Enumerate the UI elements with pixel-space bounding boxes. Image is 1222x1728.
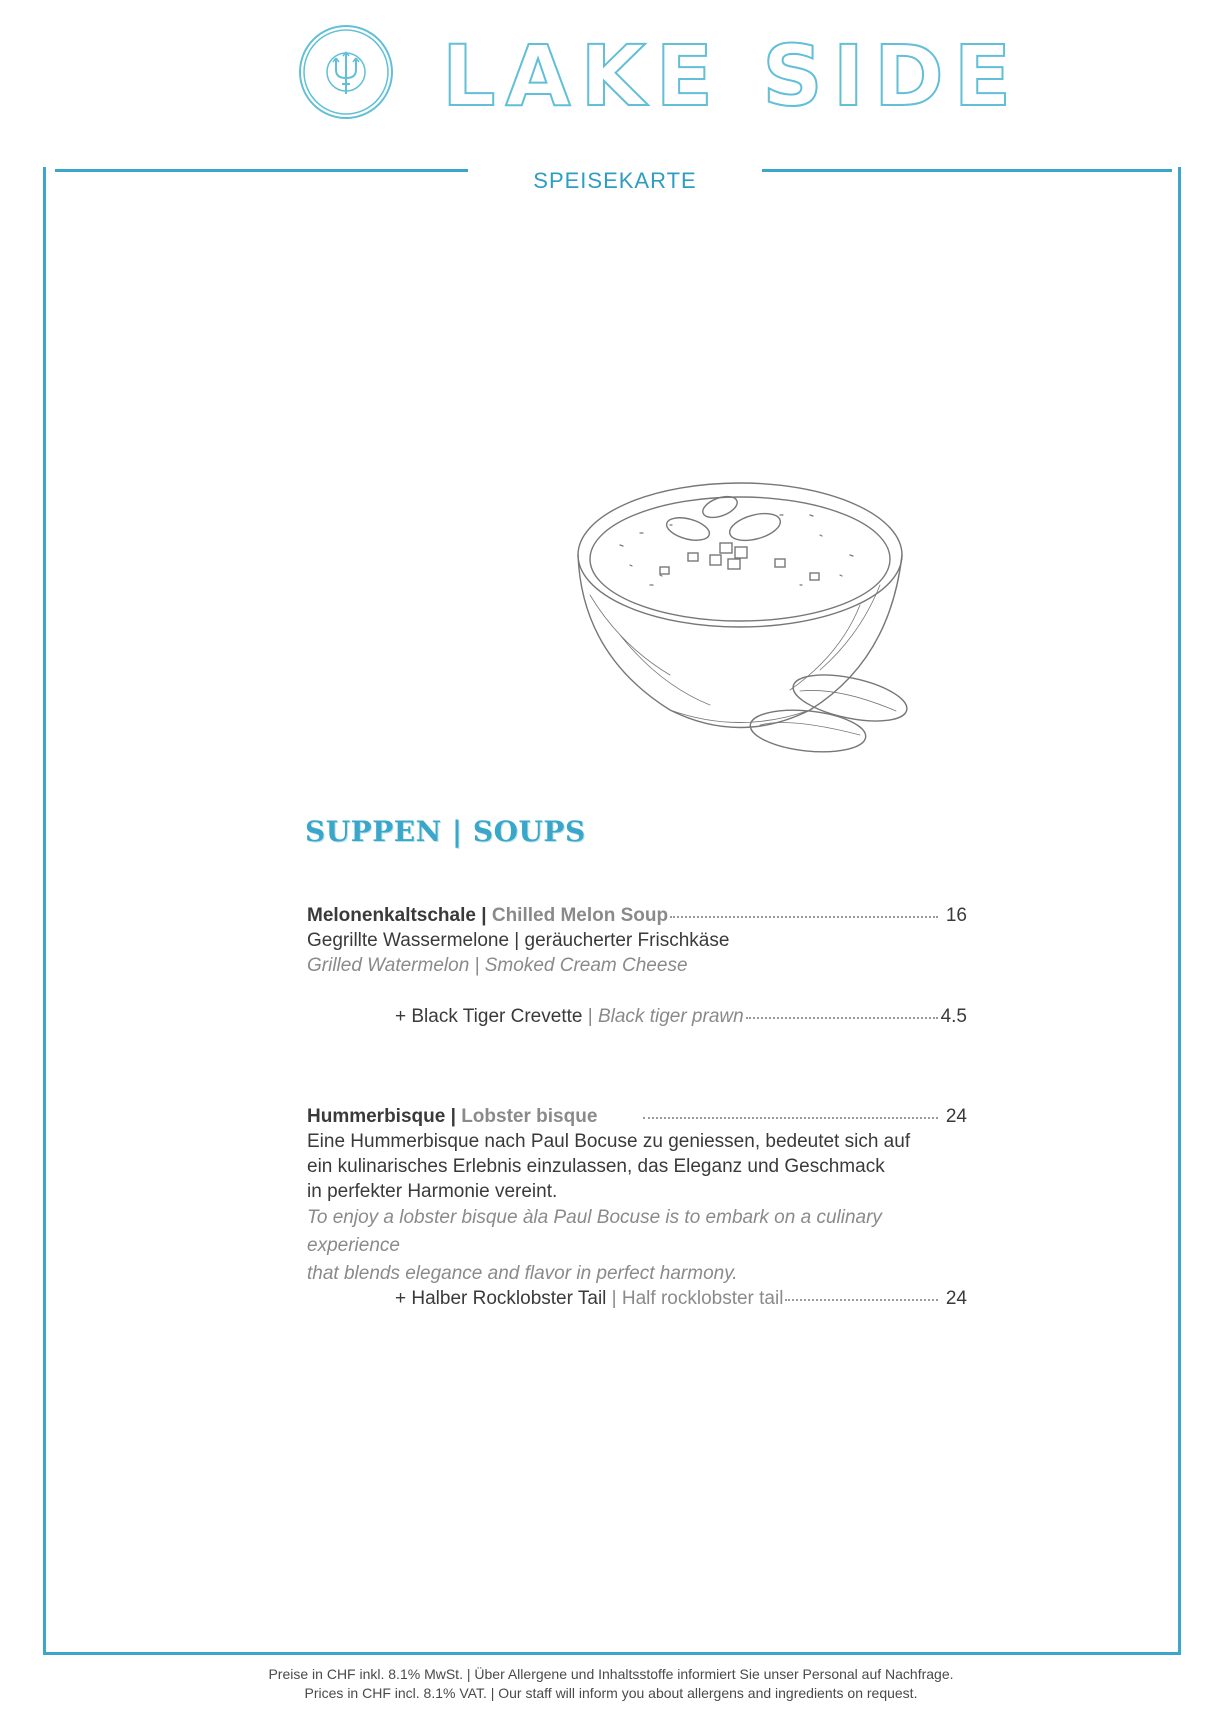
frame-left-border [43,167,46,1655]
dish-name-en: Lobster bisque [461,1106,598,1127]
addon-name-de: + Black Tiger Crevette [395,1006,583,1027]
dish-name-en: Chilled Melon Soup [491,905,669,926]
addon-name-en: Half rocklobster tail [621,1288,784,1309]
menu-item [307,1104,967,1288]
addon-price: 4.5 [940,1006,967,1027]
section-title: SUPPEN | SOUPS [305,815,586,848]
menu-addon [395,1288,967,1310]
dish-description-de: Eine Hummerbisque nach Paul Bocuse zu geniessen, bedeutet sich auf [307,1131,911,1152]
frame-bottom-border [43,1652,1181,1655]
dish-price: 16 [945,905,967,926]
dotted-leader [643,1117,938,1119]
brand-name: LAKE SIDE [442,27,1022,125]
dish-name-de: Melonenkaltschale [307,905,476,926]
page-subtitle: SPEISEKARTE [533,168,697,193]
frame-top-left-border [55,169,468,172]
dotted-leader [746,1017,938,1019]
addon-separator: | [611,1288,617,1309]
footer-line-en: Prices in CHF incl. 8.1% VAT. | Our staff will inform you about allergens and ingredients on request. [304,1685,918,1701]
frame-right-border [1178,167,1181,1655]
dish-name-de: Hummerbisque [307,1106,446,1127]
dish-description-en: that blends elegance and flavor in perfect harmony. [307,1263,738,1284]
menu-item-header [307,1104,967,1129]
footer-note [0,1665,1222,1703]
menu-item [307,903,967,978]
dish-price: 24 [945,1106,967,1127]
dish-description-de: in perfekter Harmonie vereint. [307,1181,558,1202]
name-separator: | [450,1106,456,1127]
trident-icon [296,22,396,122]
dish-description-de: Gegrillte Wassermelone | geräucherter Frischkäse [307,930,730,951]
addon-name-de: + Halber Rocklobster Tail [395,1288,607,1309]
dish-description-en: Grilled Watermelon | Smoked Cream Cheese [307,955,688,976]
addon-name-en: Black tiger prawn [597,1006,744,1027]
brand-logo [296,22,1022,125]
frame-top-right-border [762,169,1172,172]
addon-separator: | [587,1006,593,1027]
menu-item-header [307,903,967,928]
dish-description-en: To enjoy a lobster bisque àla Paul Bocuse is to embark on a culinary experience [307,1207,882,1256]
dish-description-de: ein kulinarisches Erlebnis einzulassen, das Eleganz und Geschmack [307,1156,885,1177]
dotted-leader [670,916,938,918]
menu-addon [395,1006,967,1028]
soup-bowl-sketch-icon [560,455,955,760]
name-separator: | [481,905,487,926]
dotted-leader [785,1299,938,1301]
footer-line-de: Preise in CHF inkl. 8.1% MwSt. | Über Allergene und Inhaltsstoffe informiert Sie unser Personal auf Nachfrage. [268,1666,954,1682]
addon-price: 24 [945,1288,967,1309]
